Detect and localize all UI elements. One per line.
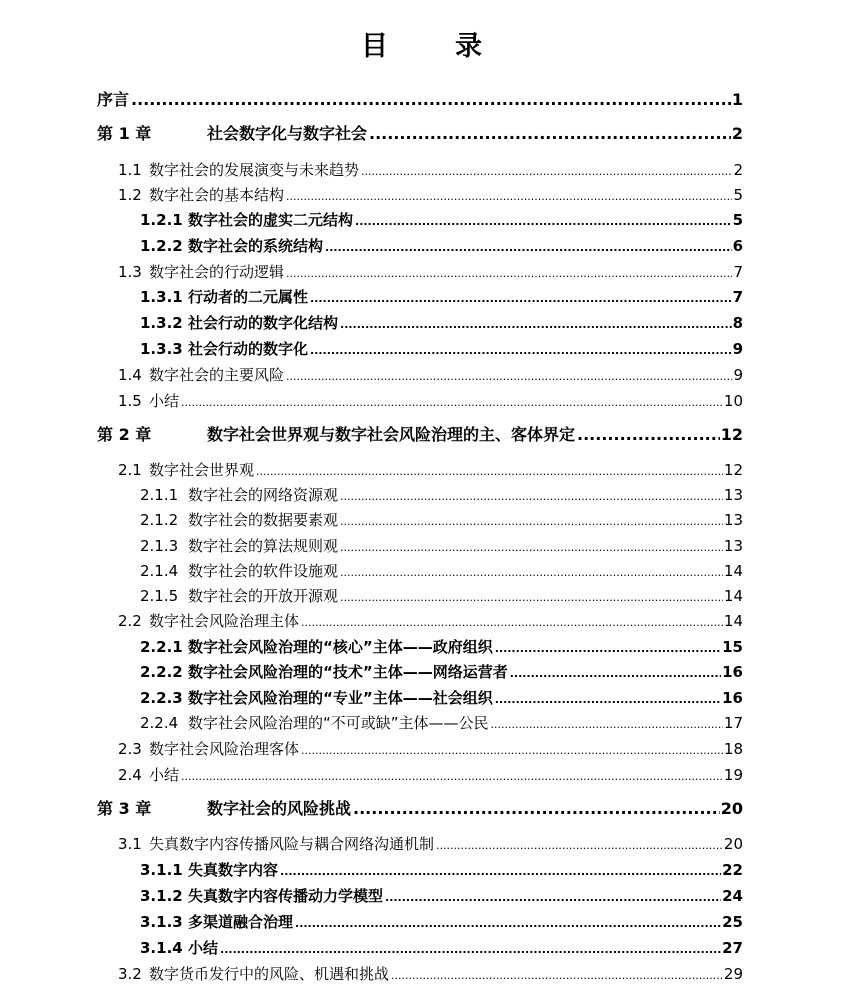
toc-entry-page: 2 [733, 161, 743, 179]
toc-entry-number: 3.1.2 [140, 887, 183, 905]
dot-leader [181, 763, 723, 789]
toc-entry[interactable] [140, 711, 743, 735]
toc-entry[interactable] [140, 285, 743, 309]
dot-leader [355, 208, 732, 234]
toc-entry-title [140, 208, 353, 232]
toc-entry-number: 2.2 [118, 612, 142, 630]
toc-entry[interactable] [140, 936, 743, 960]
toc-entry-title [140, 311, 338, 335]
toc-entry-page: 7 [732, 288, 743, 306]
dot-leader [295, 910, 721, 936]
toc-entry-label: 小结 [149, 392, 180, 410]
toc-entry-title [118, 183, 284, 207]
toc-entry-number: 3.1.1 [140, 861, 183, 879]
toc-entry-page: 1 [731, 90, 743, 109]
toc-entry-label: 数字社会的主要风险 [149, 366, 285, 384]
toc-entry-label: 数字社会的行动逻辑 [149, 263, 285, 281]
dot-leader [510, 660, 721, 686]
toc-entry-page: 16 [722, 663, 743, 681]
dot-leader [301, 737, 723, 763]
toc-entry-label: 数字社会的系统结构 [188, 237, 324, 255]
dot-leader [325, 234, 732, 260]
toc-entry-title [140, 483, 338, 507]
toc-entry[interactable] [118, 260, 743, 284]
dot-leader [340, 311, 732, 337]
toc-entry[interactable] [140, 910, 743, 934]
toc-entry-label: 数字社会世界观与数字社会风险治理的主、客体界定 [207, 425, 576, 444]
toc-entry-page: 8 [732, 314, 743, 332]
toc-entry-page: 9 [733, 366, 743, 384]
dot-leader [181, 389, 723, 415]
toc-entry-page: 20 [723, 835, 743, 853]
toc-entry-title [140, 910, 293, 934]
toc-entry-title [118, 389, 179, 413]
toc-entry-number: 第 3 章 [97, 799, 152, 818]
toc-entry-title [140, 936, 218, 960]
toc-entry-label: 行动者的二元属性 [188, 288, 309, 306]
dot-leader [286, 183, 732, 209]
toc-entry-number: 3.1.4 [140, 939, 183, 957]
toc-entry-page: 7 [733, 263, 743, 281]
page-title: 目 录 [361, 31, 502, 62]
toc-entry-title [140, 635, 493, 659]
dot-leader [256, 458, 723, 484]
toc-entry-label: 社会数字化与数字社会 [207, 124, 368, 143]
toc-entry[interactable] [140, 534, 743, 558]
dot-leader [577, 423, 720, 447]
toc-entry-number: 1.5 [118, 392, 142, 410]
toc-entry-page: 19 [723, 766, 743, 784]
dot-leader [495, 686, 721, 712]
toc-entry[interactable] [140, 584, 743, 608]
toc-entry-page: 14 [723, 587, 743, 605]
toc-entry-number: 2.1 [118, 461, 142, 479]
toc-entry-number: 3.1 [118, 835, 142, 853]
toc-entry[interactable] [140, 234, 743, 258]
dot-leader [369, 122, 731, 146]
toc-entry-label: 失真数字内容传播动力学模型 [188, 887, 384, 905]
toc-entry-label: 数字社会世界观 [149, 461, 255, 479]
toc-entry-title [97, 797, 351, 821]
toc-entry[interactable] [118, 158, 743, 182]
toc-entry-label: 数字社会风险治理的“不可或缺”主体——公民 [188, 714, 489, 732]
toc-entry-number: 2.1.4 [140, 562, 179, 580]
toc-entry-number: 2.1.1 [140, 486, 179, 504]
toc-entry[interactable] [97, 88, 743, 112]
toc-entry-title [118, 832, 434, 856]
toc-entry-number: 3.2 [118, 965, 142, 983]
toc-entry-label: 社会行动的数字化结构 [188, 314, 339, 332]
toc-entry[interactable] [140, 858, 743, 882]
toc-entry-label: 失真数字内容传播风险与耦合网络沟通机制 [149, 835, 435, 853]
toc-entry-title [140, 285, 308, 309]
toc-entry[interactable] [118, 609, 743, 633]
dot-leader [340, 559, 723, 585]
toc-entry-number: 2.3 [118, 740, 142, 758]
toc-entry-title [118, 260, 284, 284]
toc-entry-page: 17 [723, 714, 743, 732]
toc-entry-title [140, 858, 278, 882]
toc-entry-title [140, 711, 489, 735]
toc-entry-number: 3.1.3 [140, 913, 183, 931]
toc-entry-title [140, 686, 493, 710]
toc-entry[interactable] [118, 737, 743, 761]
toc-entry-number: 第 1 章 [97, 124, 152, 143]
toc-entry-label: 数字社会的虚实二元结构 [188, 211, 354, 229]
toc-entry[interactable] [140, 311, 743, 335]
toc-entry-label: 失真数字内容 [188, 861, 279, 879]
toc-entry-page: 13 [723, 486, 743, 504]
dot-leader [310, 285, 732, 311]
toc-entry[interactable] [118, 363, 743, 387]
toc-entry-page: 6 [732, 237, 743, 255]
toc-entry-page: 5 [733, 186, 743, 204]
toc-entry-title [118, 962, 389, 986]
toc-entry[interactable] [140, 635, 743, 659]
dot-leader [491, 711, 723, 737]
toc-entry-page: 12 [723, 461, 743, 479]
dot-leader [340, 534, 723, 560]
toc-entry-page: 5 [732, 211, 743, 229]
toc-entry-title [118, 737, 299, 761]
toc-entry-label: 数字货币发行中的风险、机遇和挑战 [149, 965, 390, 983]
toc-entry[interactable] [140, 884, 743, 908]
toc-entry-page: 10 [723, 392, 743, 410]
toc-entry[interactable] [118, 183, 743, 207]
toc-entry-page: 2 [731, 124, 743, 143]
toc-entry-label: 小结 [188, 939, 219, 957]
toc-entry-label: 数字社会风险治理主体 [149, 612, 300, 630]
toc-entry[interactable] [97, 122, 743, 146]
dot-leader [286, 260, 732, 286]
dot-leader [310, 337, 732, 363]
toc-entry[interactable] [140, 508, 743, 532]
toc-entry-number: 1.2 [118, 186, 142, 204]
toc-entry-title [140, 508, 338, 532]
toc-entry-label: 小结 [149, 766, 180, 784]
dot-leader [353, 797, 720, 821]
toc-entry-page: 9 [732, 340, 743, 358]
toc-entry-number: 1.2.2 [140, 237, 183, 255]
dot-leader [340, 584, 723, 610]
toc-entry-number: 2.2.2 [140, 663, 183, 681]
toc-entry-label: 序言 [97, 90, 130, 109]
toc-entry-page: 15 [722, 638, 743, 656]
toc-entry-number: 2.1.3 [140, 537, 179, 555]
toc-entry-page: 14 [723, 562, 743, 580]
toc-entry-title [118, 609, 299, 633]
toc-entry[interactable] [97, 797, 743, 821]
toc-entry-page: 12 [720, 425, 743, 444]
toc-entry-title [140, 884, 383, 908]
toc-entry-number: 1.3.2 [140, 314, 183, 332]
toc-entry[interactable] [118, 832, 743, 856]
dot-leader [301, 609, 723, 635]
toc-entry[interactable] [140, 483, 743, 507]
toc-entry-title [140, 584, 338, 608]
toc-entry-page: 13 [723, 537, 743, 555]
toc-entry-label: 数字社会的算法规则观 [188, 537, 339, 555]
toc-entry-label: 数字社会的基本结构 [149, 186, 285, 204]
dot-leader [220, 936, 721, 962]
toc-entry-number: 1.3 [118, 263, 142, 281]
toc-entry-page: 18 [723, 740, 743, 758]
dot-leader [280, 858, 721, 884]
toc-entry-title [97, 423, 575, 447]
toc-entry-label: 社会行动的数字化 [188, 340, 309, 358]
toc-entry-label: 数字社会的网络资源观 [188, 486, 339, 504]
toc-entry-number: 1.4 [118, 366, 142, 384]
toc-entry-number: 1.3.1 [140, 288, 183, 306]
dot-leader [361, 158, 732, 184]
toc-entry-page: 16 [722, 689, 743, 707]
toc-entry-number: 2.4 [118, 766, 142, 784]
toc-entry[interactable] [140, 660, 743, 684]
dot-leader [286, 363, 732, 389]
toc-entry-page: 25 [722, 913, 743, 931]
dot-leader [131, 88, 731, 112]
dot-leader [391, 962, 723, 988]
toc-entry-label: 数字社会风险治理的“核心”主体——政府组织 [188, 638, 493, 656]
toc-entry-page: 13 [723, 511, 743, 529]
dot-leader [436, 832, 723, 858]
toc-entry-title [118, 158, 359, 182]
toc-entry-title [140, 534, 338, 558]
toc-entry-page: 24 [722, 887, 743, 905]
toc-entry[interactable] [140, 686, 743, 710]
toc-entry[interactable] [118, 763, 743, 787]
toc-entry[interactable] [140, 337, 743, 361]
toc-entry-title [97, 88, 129, 112]
toc-entry-label: 数字社会的风险挑战 [207, 799, 352, 818]
toc-entry[interactable] [140, 559, 743, 583]
toc-entry[interactable] [97, 423, 743, 447]
toc-entry-label: 数字社会的软件设施观 [188, 562, 339, 580]
toc-entry-title [140, 337, 308, 361]
toc-entry-page: 29 [723, 965, 743, 983]
toc-entry-title [118, 458, 254, 482]
toc-entry-label: 数字社会风险治理的“专业”主体——社会组织 [188, 689, 493, 707]
toc-entry-number: 1.3.3 [140, 340, 183, 358]
dot-leader [385, 884, 721, 910]
toc-entry-label: 数字社会风险治理客体 [149, 740, 300, 758]
toc-entry-number: 2.2.3 [140, 689, 183, 707]
toc-entry-page: 22 [722, 861, 743, 879]
toc-entry-number: 1.1 [118, 161, 142, 179]
toc-entry-label: 数字社会的数据要素观 [188, 511, 339, 529]
dot-leader [340, 508, 723, 534]
toc-entry[interactable] [140, 208, 743, 232]
dot-leader [495, 635, 721, 661]
toc-entry-title [140, 234, 323, 258]
toc-entry-title [97, 122, 367, 146]
toc-entry-number: 1.2.1 [140, 211, 183, 229]
toc-entry-title [140, 660, 508, 684]
dot-leader [340, 483, 723, 509]
toc-entry-page: 27 [722, 939, 743, 957]
toc-entry-label: 多渠道融合治理 [188, 913, 294, 931]
toc-entry-number: 2.2.4 [140, 714, 179, 732]
toc-entry-title [118, 763, 179, 787]
toc-entry-label: 数字社会的发展演变与未来趋势 [149, 161, 360, 179]
toc-entry-title [118, 363, 284, 387]
toc-entry-label: 数字社会风险治理的“技术”主体——网络运营者 [188, 663, 508, 681]
toc-entry[interactable] [118, 458, 743, 482]
toc-entry-title [140, 559, 338, 583]
toc-entry-page: 20 [720, 799, 743, 818]
toc-entry-label: 数字社会的开放开源观 [188, 587, 339, 605]
toc-entry[interactable] [118, 962, 743, 986]
toc-entry-number: 第 2 章 [97, 425, 152, 444]
toc-entry-number: 2.2.1 [140, 638, 183, 656]
toc-entry-page: 14 [723, 612, 743, 630]
toc-entry-number: 2.1.2 [140, 511, 179, 529]
toc-entry-number: 2.1.5 [140, 587, 179, 605]
toc-entry[interactable] [118, 389, 743, 413]
